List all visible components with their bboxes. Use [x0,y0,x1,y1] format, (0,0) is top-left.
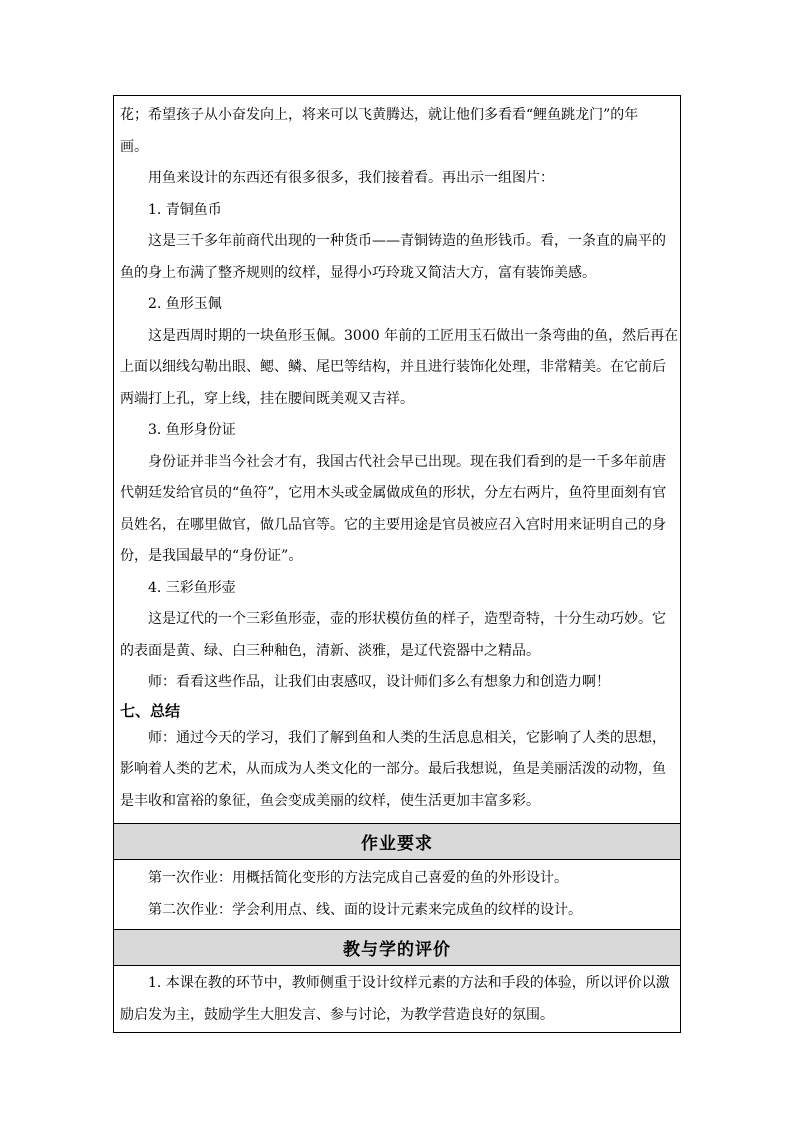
homework-title: 作业要求 [361,834,433,854]
evaluation-header [114,929,680,966]
text-line: 4. 三彩鱼形壶 [148,579,236,596]
text-line: 的表面是黄、绿、白三种釉色，清新、淡雅，是辽代瓷器中之精品。 [120,642,540,659]
homework-line: 第一次作业：用概括简化变形的方法完成自己喜爱的鱼的外形设计。 [148,870,568,886]
lesson-content-cell [114,96,680,823]
text-line: 上面以细线勾勒出眼、鳃、鳞、尾巴等结构，并且进行装饰化处理，非常精美。在它前后 [120,359,666,375]
text-line: 是丰收和富裕的象征，鱼会变成美丽的纹样，使生活更加丰富多彩。 [120,792,540,809]
text-line: 这是三千多年前商代出现的一种货币——青铜铸造的鱼形钱币。看，一条直的扁平的 [148,233,666,249]
evaluation-paragraphs [120,967,673,1031]
text-line: 1. 青铜鱼币 [148,201,222,218]
summary-heading: 七、总结 [120,701,181,720]
lesson-paragraphs [120,100,679,699]
text-line: 用鱼来设计的东西还有很多很多，我们接着看。再出示一组图片： [148,170,554,186]
text-line: 影响着人类的艺术，从而成为人类文化的一部分。最后我想说，鱼是美丽活泼的动物，鱼 [120,761,666,777]
text-line: 励启发为主，鼓励学生大胆发言、参与讨论，为教学营造良好的氛围。 [120,1007,554,1023]
text-line: 师：通过今天的学习，我们了解到鱼和人类的生活息息相关，它影响了人类的思想， [148,729,666,746]
text-line: 1. 本课在教的环节中，教师侧重于设计纹样元素的方法和手段的体验，所以评价以激 [148,975,670,991]
text-line: 花；希望孩子从小奋发向上，将来可以飞黄腾达，就让他们多看看“鲤鱼跳龙门”的年 [120,107,639,123]
lesson-plan-table [113,95,681,1033]
text-line: 两端打上孔，穿上线，挂在腰间既美观又吉祥。 [120,390,414,407]
homework-header [114,823,680,860]
text-line: 2. 鱼形玉佩 [148,296,222,312]
text-line: 鱼的身上布满了整齐规则的纹样，显得小巧玲珑又简洁大方，富有装饰美感。 [120,264,596,281]
text-line: 画。 [120,138,148,155]
text-line: 3. 鱼形身份证 [148,422,236,438]
text-line: 这是西周时期的一块鱼形玉佩。3000 年前的工匠用玉石做出一条弯曲的鱼，然后再在 [148,327,679,344]
text-line: 员姓名，在哪里做官，做几品官等。它的主要用途是官员被应召入宫时用来证明自己的身 [120,516,666,533]
evaluation-cell [114,966,680,1032]
text-line: 份，是我国最早的“身份证”。 [120,548,303,564]
text-line: 身份证并非当今社会才有，我国古代社会早已出现。现在我们看到的是一千多年前唐 [148,453,666,470]
homework-line: 第二次作业：学会利用点、线、面的设计元素来完成鱼的纹样的设计。 [148,902,582,918]
text-line: 这是辽代的一个三彩鱼形壶，壶的形状模仿鱼的样子，造型奇特，十分生动巧妙。它 [148,611,666,627]
text-line: 师：看看这些作品，让我们由衷感叹，设计师们多么有想象力和创造力啊！ [148,674,610,690]
text-line: 代朝廷发给官员的“鱼符”，它用木头或金属做成鱼的形状，分左右两片，鱼符里面刻有官 [120,485,667,501]
summary-paragraphs [120,723,673,818]
evaluation-title: 教与学的评价 [343,940,451,960]
homework-cell [114,860,680,929]
